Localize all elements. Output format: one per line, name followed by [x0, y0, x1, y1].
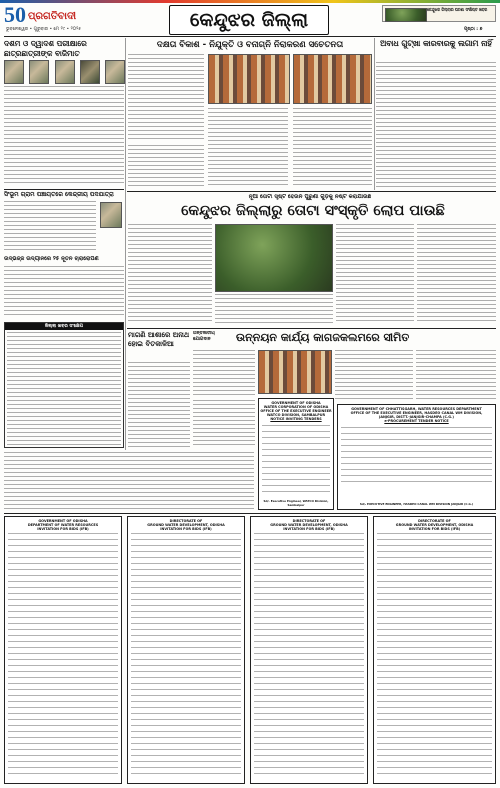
banner-photo: [215, 224, 333, 292]
toppers-headline: ଦଶମ ଓ ଦ୍ୱାଦଶ ପରୀକ୍ଷାରେ ଛାତ୍ରଛାତ୍ରୀଙ୍କ ବାଜିମାତ: [4, 39, 87, 58]
tender-title: WATER CORPORATION OF ODISHA: [263, 405, 329, 409]
lead-body-col1: [128, 54, 204, 142]
top-strip: [0, 0, 500, 3]
tender-title: DIRECTORATE OF: [418, 519, 451, 523]
section-rule: [127, 191, 496, 192]
tender-title: DIRECTORATE OF: [169, 519, 203, 523]
right-story-body: [376, 62, 496, 188]
banner-body-col1: [128, 224, 212, 324]
news-brief-box: [4, 322, 124, 448]
toppers-photo-row: [4, 60, 124, 82]
gw-tender-2: [127, 516, 245, 784]
tender-title: GOVERNMENT OF CHHATTISGARH, WATER RESOURCES DEPARTMENT: [351, 407, 482, 411]
student-photo: [105, 60, 125, 84]
tender-title: INVITATION FOR BIDS (IFB): [283, 527, 335, 531]
edition-title-box: [169, 5, 329, 35]
tender-title: INVITATION FOR BIDS (IFB): [160, 527, 212, 531]
tender-title: GOVERNMENT OF ODISHA: [271, 401, 321, 405]
tender-title: DEPARTMENT OF WATER RESOURCES: [27, 523, 99, 527]
box-heading: ଜିଲ୍ଲା ଖବର ସଂକ୍ଷେପ: [5, 323, 123, 330]
lead-body-col1b: [128, 145, 204, 188]
lead-body-col2: [208, 108, 288, 188]
lead-body-col3: [293, 108, 372, 188]
tender-title: OFFICE OF THE EXECUTIVE ENGINEER, HASDEO CANAL WM DIVISION,: [350, 411, 483, 415]
mid-body-col2: [335, 350, 413, 402]
tender-table: [341, 427, 492, 485]
section-rule: [127, 328, 496, 329]
lead-headline: ଦକ୍ଷତା ବିକାଶ - ନିଯୁକ୍ତି ଓ ବନାଗ୍ନି ନିରାକରଣ ସଚେତନତା: [156, 40, 344, 50]
gw-tender-1: [4, 516, 122, 784]
tender-signoff: Sd/- Executive Engineer, WATCO Division, Sambalpur: [263, 499, 329, 507]
lead-photo-1: [208, 54, 290, 104]
mid-left-headline: ମାଗଣି ଆଶାରେ ଅନାଥ ହୋଇ ବିତକାଳିଆ: [128, 331, 190, 348]
tender-title: OFFICE OF THE EXECUTIVE ENGINEER: [260, 409, 332, 413]
tender-title: GROUND WATER DEVELOPMENT, ODISHA: [395, 523, 474, 527]
banner-body-col3: [417, 224, 496, 324]
section-rule: [4, 513, 496, 514]
mid-body-col3: [416, 350, 496, 402]
student-photo: [4, 60, 24, 84]
column-rule: [374, 38, 375, 190]
chhattisgarh-tender: [337, 404, 496, 510]
tender-title: INVITATION FOR BIDS (IFB): [408, 527, 461, 531]
tender-title: GROUND WATER DEVELOPMENT, ODISHA: [147, 523, 225, 527]
tender-table: [131, 533, 241, 777]
sub-headline-2: ଉଦ୍ଭିଜ୍ଜ ଉଦ୍ୟାନରେ ୨୫ ନୂତନ ଚାରାରୋପଣ: [4, 256, 99, 262]
watco-tender: [258, 398, 334, 510]
masthead: [4, 2, 496, 36]
box-body: [7, 332, 121, 445]
ad-photo: [385, 8, 427, 22]
tender-table: [262, 425, 330, 495]
tender-table: [8, 533, 118, 777]
student-photo: [55, 60, 75, 84]
dateline: ଭୁବନେଶ୍ୱର • ଗୁରୁବାର • ମେ ୨୯ • ୨୦୨୫: [6, 27, 82, 32]
tender-title: WATCO DIVISION, SAMBALPUR: [266, 413, 326, 417]
tender-title: INVITATION FOR BIDS (IFB): [37, 527, 89, 531]
ad-caption: କେନ୍ଦୁଝର ଜିଲ୍ଲାର ଘଟଣା ସଂକ୍ଷିପ୍ତ ଖବର: [427, 7, 488, 12]
tender-table: [377, 533, 492, 777]
edition-title: କେନ୍ଦୁଝର ଜିଲ୍ଲା: [189, 9, 309, 31]
lead-photo-2: [293, 54, 372, 104]
gw-tender-3: [250, 516, 368, 784]
toppers-body: [4, 86, 124, 186]
tender-title: GOVERNMENT OF ODISHA: [38, 519, 88, 523]
sub-story-2-body: [4, 266, 124, 318]
page-label: ପୃଷ୍ଠା : ୭: [464, 27, 483, 32]
gw-tender-4: [373, 516, 496, 784]
banner-body-col2: [336, 224, 414, 324]
tender-title: e-PROCUREMENT TENDER NOTICE: [384, 419, 449, 423]
mid-kicker: ଅନ୍ତର୍ଜାତୀୟ ଯୋଗଦାନ: [193, 331, 215, 342]
student-photo: [29, 60, 49, 84]
mid-body-col1b: [193, 400, 255, 448]
student-photo: [80, 60, 100, 84]
tender-title: DIRECTORATE OF: [292, 519, 326, 523]
right-headline: ଅବାଧ ଗୁଟ୍‌ଖା କାରବାରକୁ ଲଗାମ ନାହିଁ: [380, 39, 492, 48]
paper-name: ପ୍ରଗତିବାଦୀ: [28, 11, 77, 22]
mid-photo: [258, 350, 332, 394]
mid-headline: ଉନ୍ନୟନ କାର୍ଯ୍ୟ କାଗଜକଲମରେ ସୀମିତ: [236, 331, 410, 344]
tender-notice: NOTICE INVITING TENDERS: [270, 417, 322, 421]
sub-story-1-body: [4, 201, 96, 253]
tender-table: [254, 533, 364, 777]
section-rule: [4, 189, 124, 190]
masthead-ad: [382, 5, 496, 22]
banner-headline: କେନ୍ଦୁଝର ଜିଲ୍ଲାରୁ ତୋଟା ସଂସ୍କୃତି ଲୋପ ପାଉଛି: [181, 203, 445, 219]
mid-left-body: [128, 362, 190, 448]
tender-signoff: Sd/- EXECUTIVE ENGINEER, HASDEO CANAL WM DIVISION JANJGIR (C.G.): [359, 502, 474, 506]
tender-title: GROUND WATER DEVELOPMENT, ODISHA: [270, 523, 348, 527]
mid-body-col1: [193, 350, 255, 398]
sub-headline-1: ସିଂଭୂମ ଗ୍ରାମ ପଞ୍ଚାୟତରେ କେନ୍ଦ୍ରୀୟ ପଦଯାତ୍ରା: [4, 191, 114, 198]
years-number: 50: [4, 2, 26, 27]
column-rule: [125, 38, 126, 450]
portrait-photo: [100, 202, 122, 228]
kicker: ନୂଆ ତୋଟା ସୃଷ୍ଟି ହେଉନି ପୁରୁଣା ଗୁଡ଼ିକୁ ନଷ୍ଟ କରାଯାଉଛି: [248, 194, 372, 200]
banner-photo-caption: [215, 294, 333, 324]
lower-left-body: [4, 452, 254, 510]
masthead-rule: [4, 36, 496, 37]
tender-title: JANJGIR, DISTT.-JANJGIR-CHAMPA (C.G.): [379, 415, 454, 419]
